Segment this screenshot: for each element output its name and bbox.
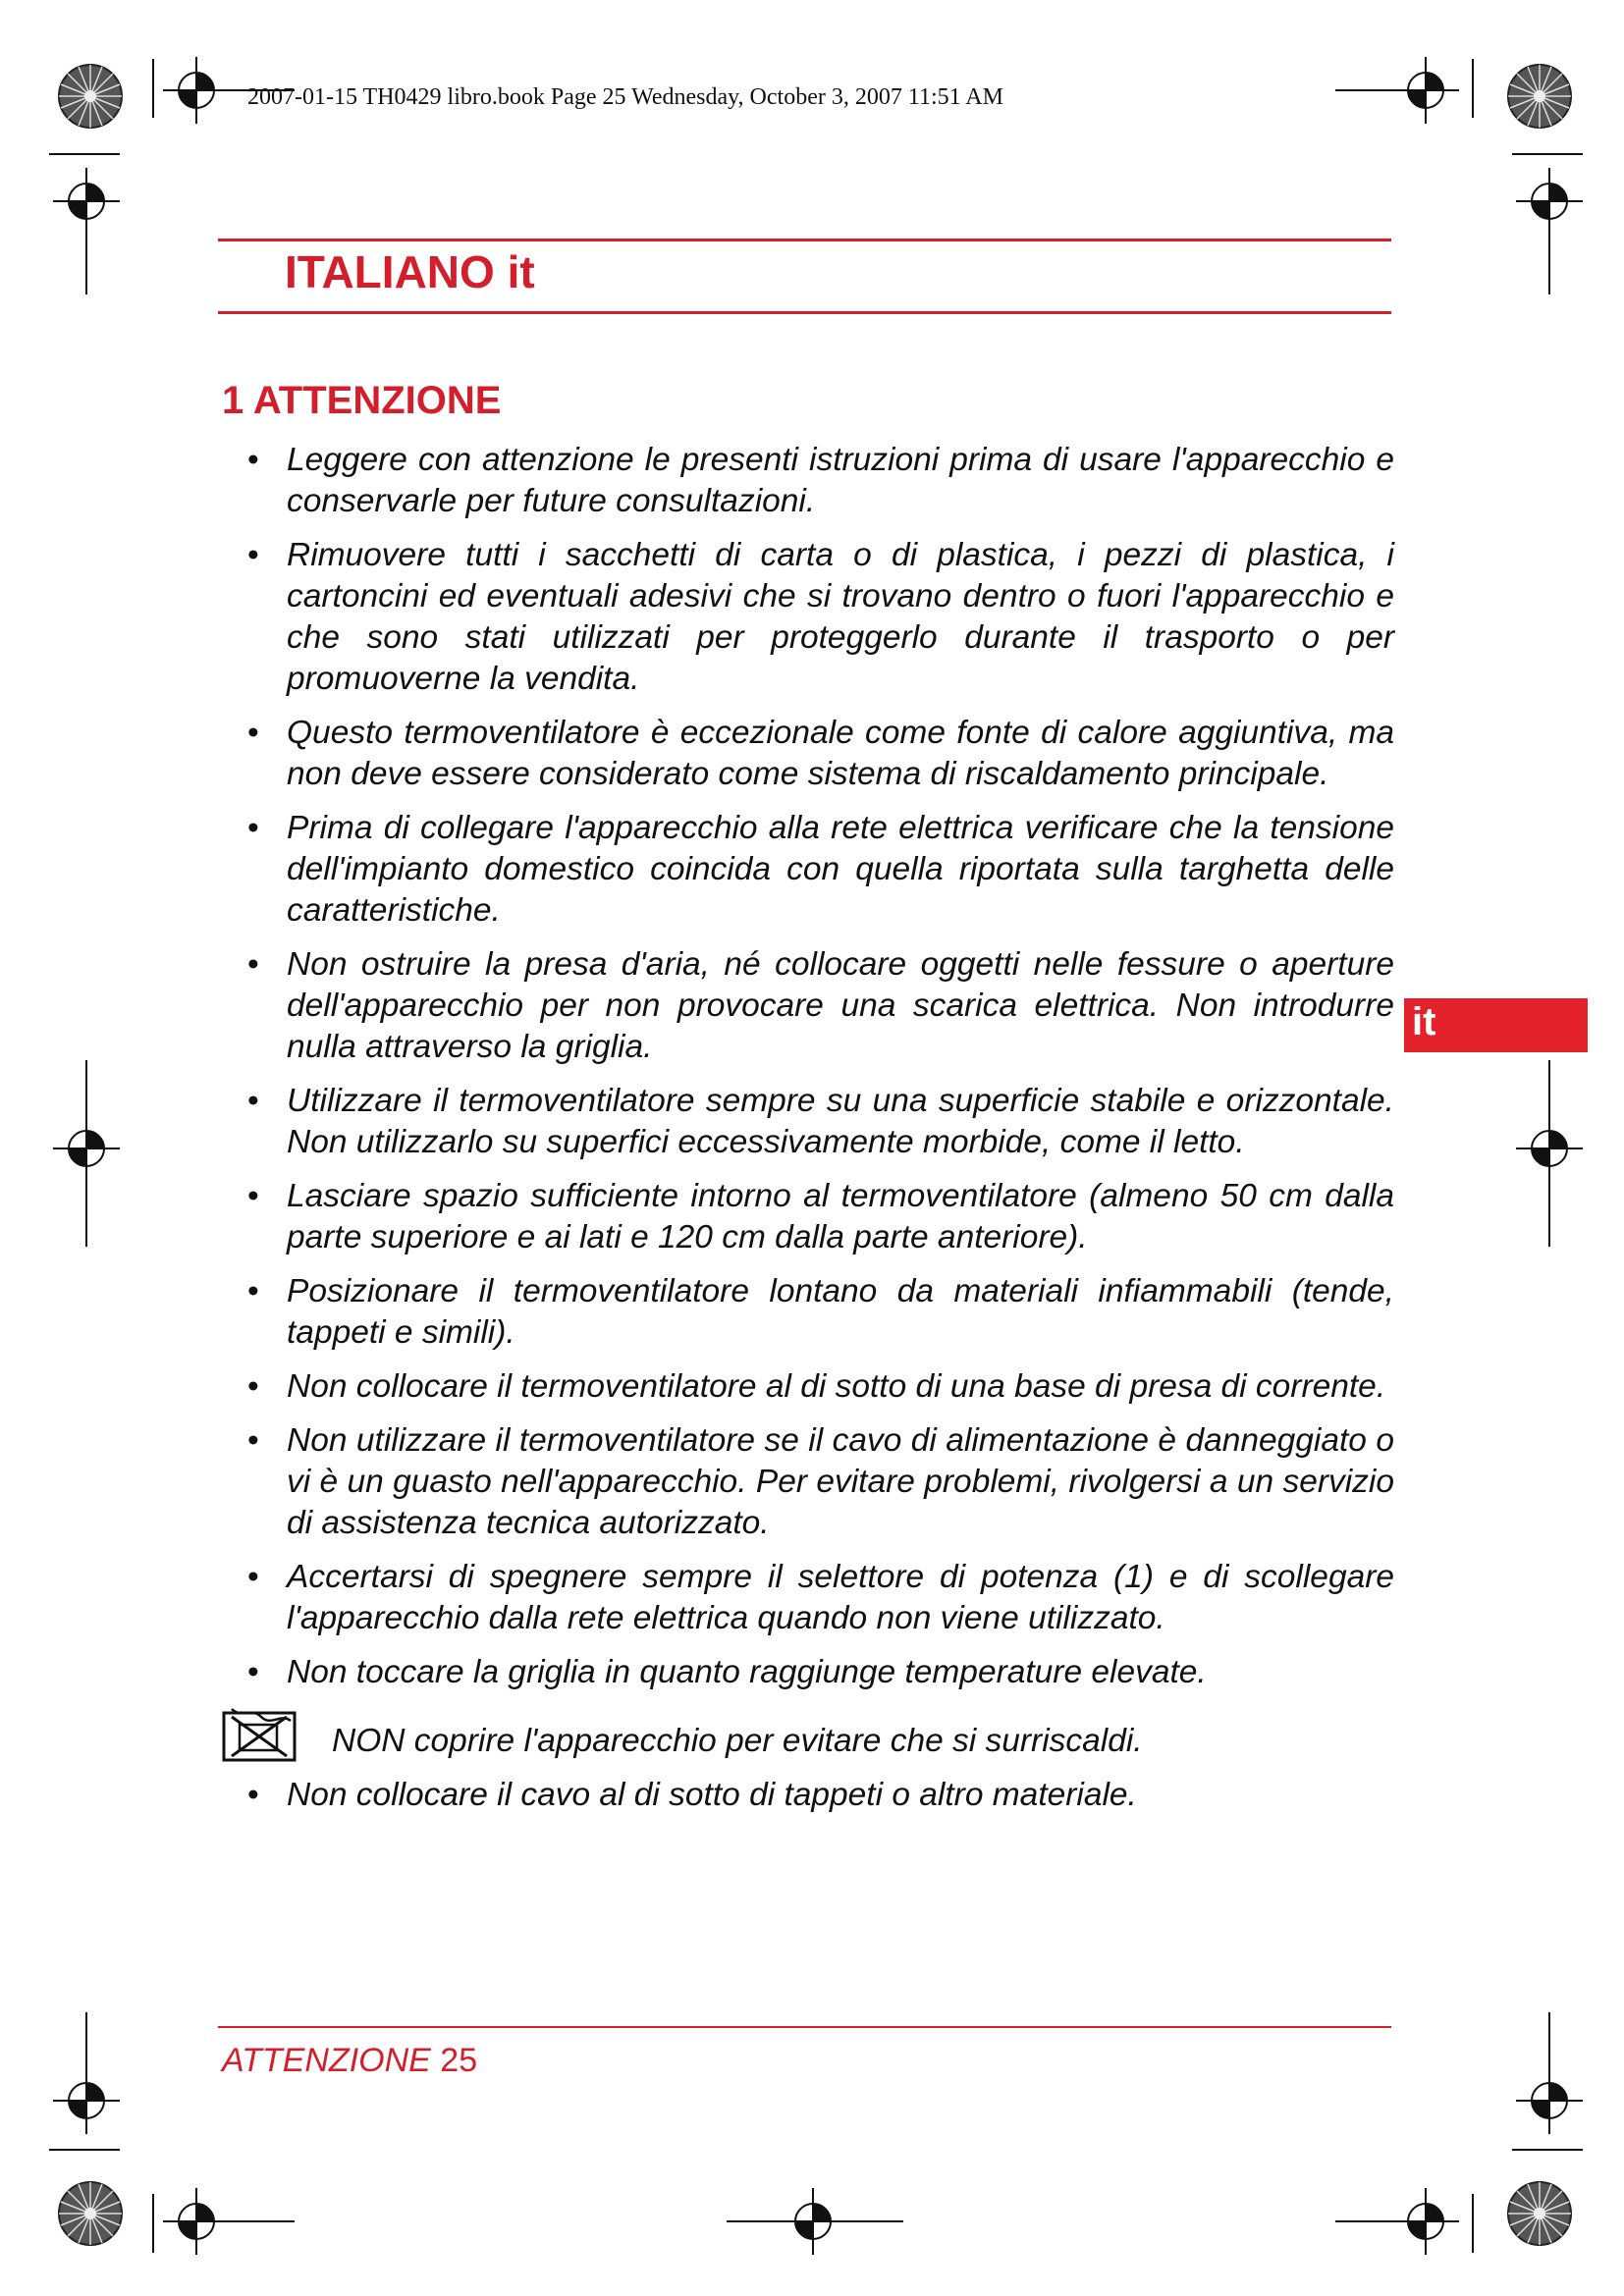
language-tab-label: it <box>1412 1000 1436 1043</box>
list-item: • Non toccare la griglia in quanto raggiunge temperature elevate. <box>247 1654 1207 1690</box>
title-rule-bottom <box>218 311 1391 314</box>
warning-list <box>245 440 1394 1829</box>
list-item: • Posizionare il termoventilatore lontano da materiali infiammabili (tende, tappeti e simili). <box>247 1273 1394 1351</box>
list-item: • Lasciare spazio sufficiente intorno al termoventilatore (almeno 50 cm dalla parte superiore e ai lati e 120 cm dalla parte anteriore). <box>247 1178 1394 1255</box>
list-item: • Leggere con attenzione le presenti istruzioni prima di usare l'apparecchio e conservarle per future consultazioni. <box>247 442 1394 519</box>
list-item: • Non collocare il cavo al di sotto di tappeti o altro materiale. <box>247 1777 1137 1813</box>
list-item: • Rimuovere tutti i sacchetti di carta o di plastica, i pezzi di plastica, i cartoncini ed eventuali adesivi che si trovano dentro o fuori l'apparecchio e che sono stati utilizzati per proteggerlo durante il trasporto o per promuoverne la vendita. <box>247 537 1394 697</box>
list-item: • Prima di collegare l'apparecchio alla rete elettrica verificare che la tensione dell'impianto domestico coincida con quella riportata sulla targhetta delle caratteristiche. <box>247 810 1394 929</box>
list-item: • Non utilizzare il termoventilatore se il cavo di alimentazione è danneggiato o vi è un guasto nell'apparecchio. Per evitare problemi, rivolgersi a un servizio di assistenza tecnica autorizzato. <box>247 1422 1394 1541</box>
page-number: 25 <box>440 2042 478 2079</box>
section-title: 1 ATTENZIONE <box>222 379 502 422</box>
list-item: • Accertarsi di spegnere sempre il selettore di potenza (1) e di scollegare l'apparecchio dalla rete elettrica quando non viene utilizzato. <box>247 1559 1394 1636</box>
list-item: • Questo termoventilatore è eccezionale come fonte di calore aggiuntiva, ma non deve essere considerato come sistema di riscaldamento principale. <box>247 715 1394 792</box>
print-slug-line: 2007-01-15 TH0429 libro.book Page 25 Wednesday, October 3, 2007 11:51 AM <box>247 84 1003 110</box>
language-title: ITALIANO it <box>285 246 535 297</box>
list-item: • Utilizzare il termoventilatore sempre su una superficie stabile e orizzontale. Non utilizzarlo su superfici eccessivamente morbide, come il letto. <box>247 1083 1394 1160</box>
do-not-cover-icon <box>222 1705 297 1762</box>
list-item: • Non collocare il termoventilatore al di sotto di una base di presa di corrente. <box>247 1368 1386 1405</box>
title-rule-top <box>218 239 1391 241</box>
warning-text: NON coprire l'apparecchio per evitare che si surriscaldi. <box>332 1723 1143 1759</box>
list-item: • Non ostruire la presa d'aria, né collocare oggetti nelle fessure o aperture dell'apparecchio per non provocare una scarica elettrica. Non introdurre nulla attraverso la griglia. <box>247 946 1394 1065</box>
footer-rule <box>218 2026 1391 2028</box>
language-tab <box>1404 998 1588 1052</box>
page-footer <box>222 2042 477 2080</box>
warning-note <box>245 1721 1394 1762</box>
footer-section: ATTENZIONE <box>222 2042 431 2079</box>
